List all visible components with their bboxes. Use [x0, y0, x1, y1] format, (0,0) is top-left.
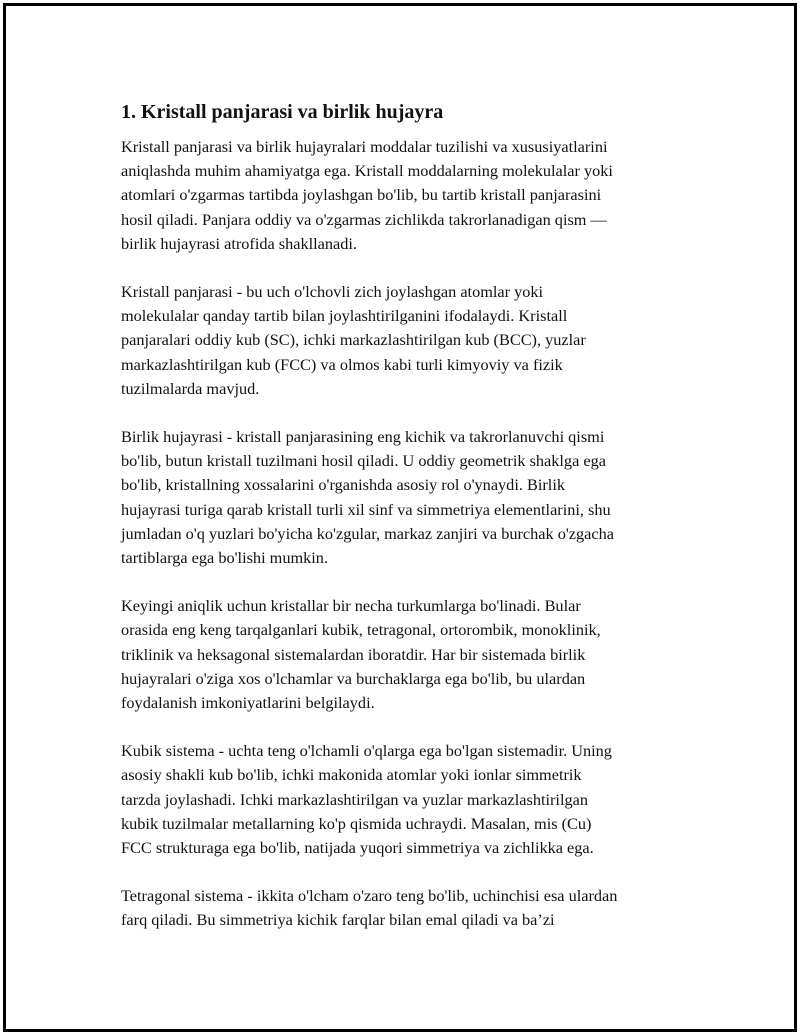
paragraph: [121, 425, 701, 570]
paragraph: [121, 594, 701, 715]
paragraph-line: panjaralari oddiy kub (SC), ichki markazlashtirilgan kub (BCC), yuzlar: [121, 330, 586, 350]
paragraph-line: tuzilmalarda mavjud.: [121, 378, 260, 398]
paragraph-line: jumladan o'q yuzlari bo'yicha ko'zgular, markaz zanjiri va burchak o'zgacha: [121, 523, 614, 543]
paragraph: [121, 739, 701, 860]
paragraph-line: Keyingi aniqlik uchun kristallar bir necha turkumlarga bo'linadi. Bular: [121, 596, 581, 616]
paragraph-line: bo'lib, butun kristall tuzilmani hosil qiladi. U oddiy geometrik shaklga ega: [121, 451, 606, 471]
page-frame: [3, 3, 797, 1032]
paragraph-line: tartiblarga ega bo'lishi mumkin.: [121, 548, 329, 568]
paragraph: [121, 280, 701, 401]
paragraph-line: asosiy shakli kub bo'lib, ichki makonida atomlar yoki ionlar simmetrik: [121, 765, 582, 785]
paragraph-line: kubik tuzilmalar metallarning ko'p qismida uchraydi. Masalan, mis (Cu): [121, 813, 592, 833]
paragraph-line: farq qiladi. Bu simmetriya kichik farqlar bilan emal qiladi va baʼzi: [121, 910, 555, 930]
paragraph-line: tarzda joylashadi. Ichki markazlashtirilgan va yuzlar markazlashtirilgan: [121, 789, 588, 809]
paragraph-line: FCC strukturaga ega bo'lib, natijada yuqori simmetriya va zichlikka ega.: [121, 838, 594, 858]
section-heading: 1. Kristall panjarasi va birlik hujayra: [121, 101, 444, 123]
paragraph-line: hosil qiladi. Panjara oddiy va o'zgarmas zichlikda takrorlanadigan qism —: [121, 209, 607, 229]
paragraph-line: Tetragonal sistema - ikkita o'lcham o'zaro teng bo'lib, uchinchisi esa ulardan: [121, 886, 618, 906]
paragraph-line: Kristall panjarasi va birlik hujayralari moddalar tuzilishi va xususiyatlarini: [121, 137, 608, 156]
paragraph-line: Birlik hujayrasi - kristall panjarasining eng kichik va takrorlanuvchi qismi: [121, 427, 605, 447]
paragraph-line: hujayralari o'ziga xos o'lchamlar va burchaklarga ega bo'lib, bu ulardan: [121, 668, 586, 688]
paragraph-line: Kubik sistema - uchta teng o'lchamli o'qlarga ega bo'lgan sistemadir. Uning: [121, 741, 612, 761]
paragraph-line: Kristall panjarasi - bu uch o'lchovli zich joylashgan atomlar yoki: [121, 282, 544, 302]
paragraph-line: markazlashtirilgan kub (FCC) va olmos kabi turli kimyoviy va fizik: [121, 354, 563, 374]
paragraph: [121, 884, 701, 932]
paragraph-list: [121, 135, 701, 933]
paragraph-line: atomlari o'zgarmas tartibda joylashgan bo'lib, bu tartib kristall panjarasini: [121, 185, 602, 205]
paragraph-line: birlik hujayrasi atrofida shakllanadi.: [121, 233, 358, 253]
paragraph-line: triklinik va heksagonal sistemalardan iboratdir. Har bir sistemada birlik: [121, 644, 586, 664]
paragraph-line: foydalanish imkoniyatlarini belgilaydi.: [121, 693, 375, 713]
paragraph-line: aniqlashda muhim ahamiyatga ega. Kristall moddalarning molekulalar yoki: [121, 161, 613, 181]
document-body: [121, 98, 701, 957]
paragraph-line: molekulalar qanday tartib bilan joylashtirilganini ifodalaydi. Kristall: [121, 306, 568, 326]
paragraph-line: hujayrasi turiga qarab kristall turli xil sinf va simmetriya elementlarini, shu: [121, 499, 611, 519]
paragraph-line: orasida eng keng tarqalganlari kubik, tetragonal, ortorombik, monoklinik,: [121, 620, 601, 640]
paragraph-line: bo'lib, kristallning xossalarini o'rganishda asosiy rol o'ynaydi. Birlik: [121, 475, 565, 495]
paragraph: [121, 135, 701, 256]
